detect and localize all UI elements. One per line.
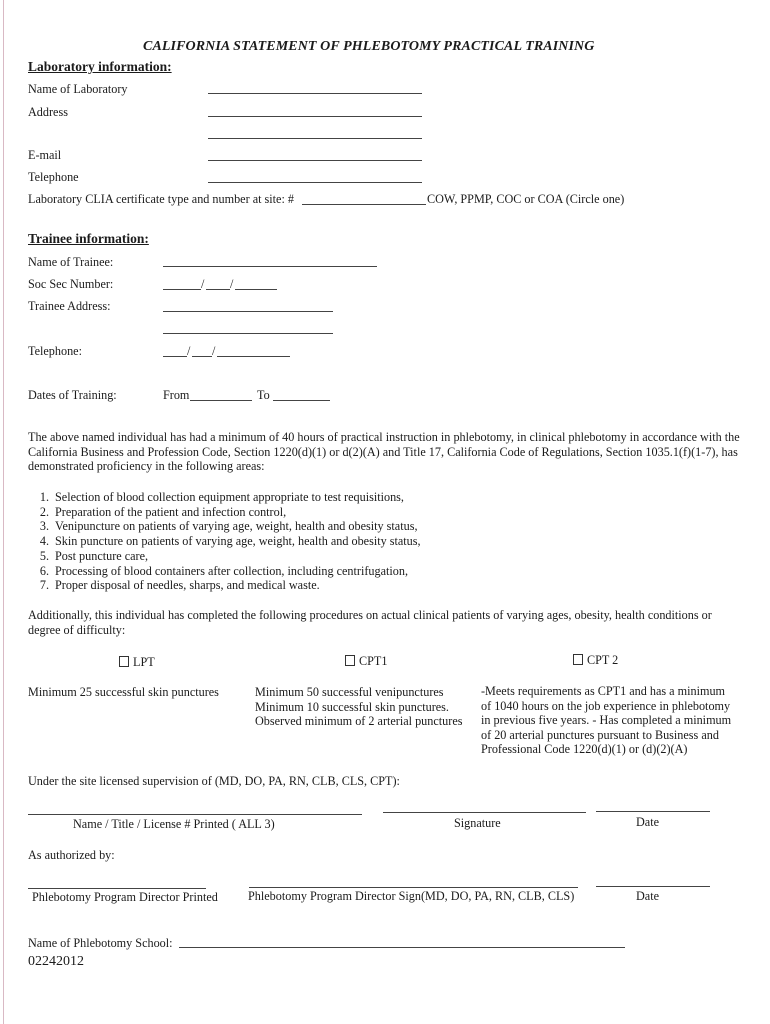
lab-name-field[interactable] <box>208 93 422 94</box>
trainee-address-field-2[interactable] <box>163 333 333 334</box>
authorization-date-field[interactable] <box>596 886 710 887</box>
trainee-name-label: Name of Trainee: <box>28 255 114 269</box>
director-sign-caption: Phlebotomy Program Director Sign(MD, DO, PA, RN, CLB, CLS) <box>248 889 575 903</box>
trainee-info-heading: Trainee information: <box>28 231 149 246</box>
lab-email-field[interactable] <box>208 160 422 161</box>
cpt1-option[interactable]: CPT1 <box>345 654 387 669</box>
tel-separator: / <box>187 344 191 358</box>
trainee-telephone-label: Telephone: <box>28 344 82 358</box>
lab-clia-label: Laboratory CLIA certificate type and number at site: # <box>28 192 294 206</box>
trainee-address-field-1[interactable] <box>163 311 333 312</box>
authorization-date-caption: Date <box>636 889 660 903</box>
from-label: From <box>163 388 190 402</box>
list-item: 4. Skin puncture on patients of varying age, weight, health and obesity status, <box>39 534 421 549</box>
school-name-label: Name of Phlebotomy School: <box>28 936 173 950</box>
lab-address-label: Address <box>28 105 68 119</box>
tel-separator: / <box>212 344 216 358</box>
cpt2-checkbox[interactable] <box>573 654 583 665</box>
cpt1-requirements: Minimum 50 successful venipunctures Minimum 10 successful skin punctures. Observed minimum of 2 arterial punctures <box>255 685 463 729</box>
list-item: 3. Venipuncture on patients of varying age, weight, health and obesity status, <box>39 519 418 534</box>
supervisor-name-caption: Name / Title / License # Printed ( ALL 3) <box>73 817 275 831</box>
training-dates-label: Dates of Training: <box>28 388 117 402</box>
proficiency-areas-list <box>31 490 421 593</box>
cpt2-option[interactable]: CPT 2 <box>573 653 618 668</box>
director-signature-field[interactable] <box>249 887 578 888</box>
lab-address-field-1[interactable] <box>208 116 422 117</box>
trainee-ssn-label: Soc Sec Number: <box>28 277 114 291</box>
lpt-requirement: Minimum 25 successful skin punctures <box>28 685 219 699</box>
trainee-tel-part-3[interactable] <box>217 356 290 357</box>
trainee-ssn-part-1[interactable] <box>163 289 201 290</box>
trainee-tel-part-1[interactable] <box>163 356 187 357</box>
trainee-address-label: Trainee Address: <box>28 299 111 313</box>
ssn-separator: / <box>201 277 205 291</box>
director-printed-field[interactable] <box>28 888 206 889</box>
supervisor-name-field[interactable] <box>28 814 362 815</box>
lab-telephone-label: Telephone <box>28 170 79 184</box>
training-from-field[interactable] <box>190 400 252 401</box>
additional-procedures-statement: Additionally, this individual has completed the following procedures on actual clinical patients of varying ages, obesity, health conditions or degree of difficulty: <box>28 608 712 637</box>
trainee-ssn-part-3[interactable] <box>235 289 277 290</box>
lab-name-label: Name of Laboratory <box>28 82 128 96</box>
lpt-option[interactable]: LPT <box>119 655 155 670</box>
cpt2-requirements: -Meets requirements as CPT1 and has a minimum of 1040 hours on the job experience in phlebotomy in previous five years. - Has completed a minimum of 20 arterial punctures pursuant to Business and Professional Code 1220(d)(1) or (d)(2)(A) <box>481 684 732 757</box>
lab-clia-options[interactable]: COW, PPMP, COC or COA (Circle one) <box>427 192 625 206</box>
trainee-name-field[interactable] <box>163 266 377 267</box>
lab-info-heading: Laboratory information: <box>28 59 172 74</box>
list-item: 2. Preparation of the patient and infection control, <box>39 504 287 519</box>
form-title: CALIFORNIA STATEMENT OF PHLEBOTOMY PRACTICAL TRAINING <box>143 39 595 54</box>
supervisor-date-field[interactable] <box>596 811 710 812</box>
list-item: 6. Processing of blood containers after collection, including centrifugation, <box>39 563 408 578</box>
signature-caption: Signature <box>454 816 501 830</box>
trainee-ssn-part-2[interactable] <box>206 289 230 290</box>
lab-email-label: E-mail <box>28 148 62 162</box>
page-edge <box>3 0 4 1024</box>
list-item: 7. Proper disposal of needles, sharps, and medical waste. <box>39 578 320 593</box>
ssn-separator: / <box>230 277 234 291</box>
list-item: 5. Post puncture care, <box>39 548 149 563</box>
date-caption: Date <box>636 815 660 829</box>
lab-telephone-field[interactable] <box>208 182 422 183</box>
lab-clia-field[interactable] <box>302 204 426 205</box>
trainee-tel-part-2[interactable] <box>192 356 212 357</box>
cpt1-checkbox[interactable] <box>345 655 355 666</box>
supervision-label: Under the site licensed supervision of (MD, DO, PA, RN, CLB, CLS, CPT): <box>28 774 400 788</box>
school-name-field[interactable] <box>179 947 625 948</box>
authorized-by-label: As authorized by: <box>28 848 115 862</box>
supervisor-signature-field[interactable] <box>383 812 586 813</box>
form-code: 02242012 <box>28 954 84 969</box>
to-label: To <box>257 388 270 402</box>
list-item: 1. Selection of blood collection equipment appropriate to test requisitions, <box>39 490 404 504</box>
proficiency-statement: The above named individual has had a minimum of 40 hours of practical instruction in phlebotomy, in clinical phlebotomy in accordance with the California Business and Profession Code, Section 1220(d)(1) or d(2)(A) and Title 17, California Code of Regulations, Section 1035.1(f)(1-7), has demonstrated proficiency in the following areas: <box>28 430 740 474</box>
lpt-checkbox[interactable] <box>119 656 129 667</box>
training-to-field[interactable] <box>273 400 330 401</box>
director-printed-caption: Phlebotomy Program Director Printed <box>32 890 218 904</box>
lab-address-field-2[interactable] <box>208 138 422 139</box>
